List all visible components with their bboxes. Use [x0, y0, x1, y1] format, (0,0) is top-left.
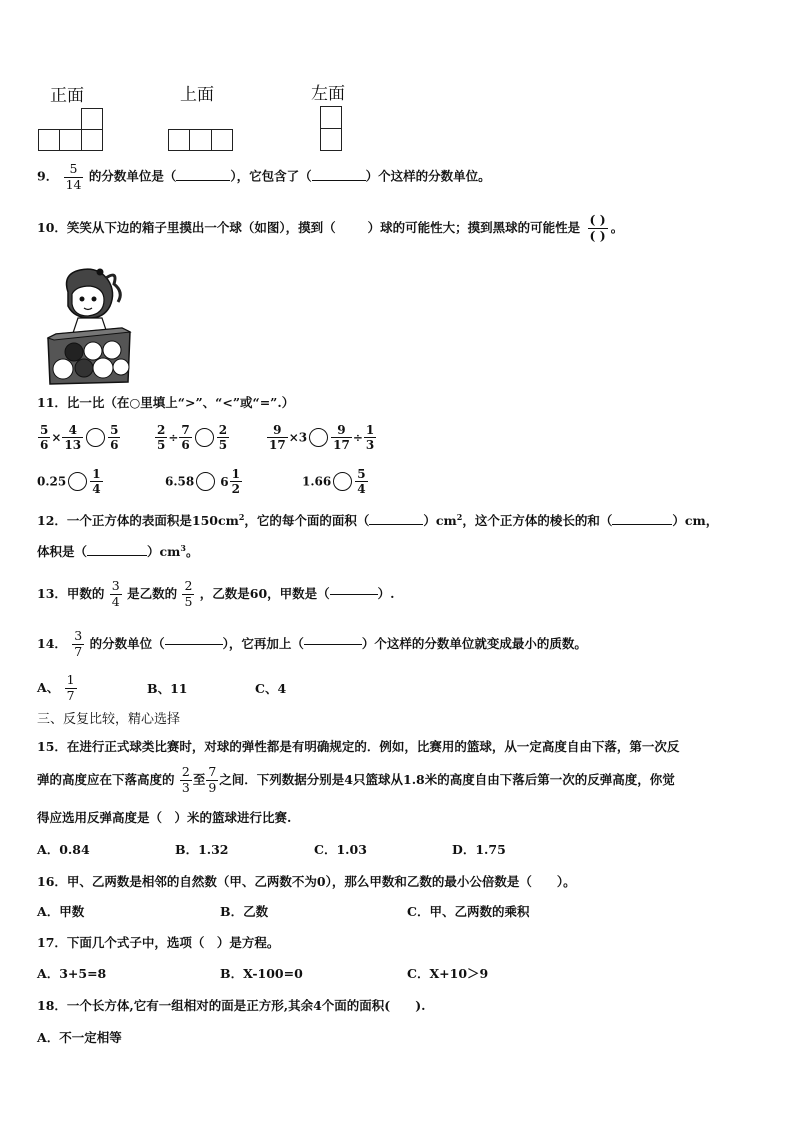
answer-blank[interactable] — [612, 524, 672, 525]
answer-blank[interactable] — [330, 594, 378, 595]
compare-item-1: $\frac{5}{6}$ × $\frac{4}{13}$ $\frac{5}{6}$ — [40, 423, 119, 452]
girl-with-ball-box-illustration — [46, 264, 132, 386]
question-9: 9． $\frac{5}{14}$ 的分数单位是（ ），它包含了（ ）个这样的分数单位。 — [37, 161, 491, 192]
compare-circle[interactable] — [333, 472, 352, 491]
q15-option-b[interactable]: B．1.32 — [175, 842, 229, 857]
top-view-title: 上面 — [180, 85, 214, 105]
q17-option-b[interactable]: B．X-100=0 — [220, 966, 303, 981]
question-11-title: 11．比一比（在○里填上“>”、“<”或“=”.） — [37, 395, 295, 410]
question-13: 13．甲数的 $\frac{3}{4}$ 是乙数的 $\frac{2}{5}$ ，乙数是60，甲数是（ ）. — [37, 578, 395, 609]
question-16: 16．甲、乙两数是相邻的自然数（甲、乙两数不为0），那么甲数和乙数的最小公倍数是（ ）。 — [37, 874, 576, 889]
q14-option-b[interactable]: B、11 — [147, 681, 188, 696]
top-view-figure — [168, 129, 234, 152]
section-3-heading: 三、反复比较，精心选择 — [37, 712, 181, 727]
q17-option-a[interactable]: A．3+5=8 — [37, 966, 107, 981]
q15-option-a[interactable]: A．0.84 — [37, 842, 90, 857]
answer-blank[interactable] — [369, 524, 423, 525]
answer-blank[interactable] — [176, 180, 230, 181]
question-12-line-2: 体积是（ ）$cm^3$。 — [37, 543, 199, 560]
q16-option-a[interactable]: A．甲数 — [37, 904, 85, 919]
question-12-line-1: 12．一个正方体的表面积是$150cm^2$，它的每个面的面积（ ）$cm^2$，这个正方体的棱长的和（ ）cm， — [37, 512, 719, 529]
front-view-figure — [38, 108, 104, 153]
q17-option-c[interactable]: C．X+10＞9 — [407, 966, 489, 981]
compare-circle[interactable] — [309, 428, 328, 447]
question-15-line-3: 得应选用反弹高度是（ ）米的篮球进行比赛. — [37, 810, 292, 825]
answer-blank[interactable] — [312, 180, 366, 181]
compare-circle[interactable] — [68, 472, 87, 491]
q14-option-c[interactable]: C、4 — [255, 681, 287, 696]
question-17: 17．下面几个式子中，选项（ ）是方程。 — [37, 935, 280, 950]
compare-circle[interactable] — [195, 428, 214, 447]
question-15-line-2: 弹的高度应在下落高度的 $\frac{2}{3}$ 至 $\frac{7}{9}$ 之间．下列数据分别是4只篮球从1.8米的高度自由下落后第一次的反弹高度，你觉 — [37, 764, 675, 795]
left-view-figure — [320, 106, 343, 152]
compare-item-4: 0.25 $\frac{1}{4}$ — [37, 467, 101, 496]
compare-circle[interactable] — [196, 472, 215, 491]
q16-option-b[interactable]: B．乙数 — [220, 904, 269, 919]
compare-item-3: $\frac{9}{17}$ ×3 $\frac{9}{17}$ ÷ $\frac{1}{3}$ — [269, 423, 375, 452]
compare-item-2: $\frac{2}{5}$ ÷ $\frac{7}{6}$ $\frac{2}{5}$ — [157, 423, 228, 452]
question-10: 10．笑笑从下边的箱子里摸出一个球（如图），摸到（ ）球的可能性大；摸到黑球的可能性是 $\frac{( )}{( )}$ 。 — [37, 212, 624, 243]
compare-item-6: 1.66 $\frac{5}{4}$ — [302, 467, 366, 496]
compare-item-5: 6.58 6 $\frac{1}{2}$ — [165, 467, 240, 496]
q15-option-c[interactable]: C．1.03 — [314, 842, 367, 857]
answer-blank[interactable] — [165, 644, 223, 645]
q15-option-d[interactable]: D．1.75 — [452, 842, 506, 857]
answer-blank[interactable] — [304, 644, 362, 645]
compare-circle[interactable] — [86, 428, 105, 447]
answer-blank[interactable] — [87, 555, 147, 556]
front-view-title: 正面 — [50, 86, 84, 106]
q16-option-c[interactable]: C．甲、乙两数的乘积 — [407, 904, 530, 919]
q14-option-a[interactable]: A、 $\frac{1}{7}$ — [37, 672, 75, 703]
question-14: 14． $\frac{3}{7}$ 的分数单位（ ），它再加上（ ）个这样的分数单位就变成最小的质数。 — [37, 628, 587, 659]
question-18: 18．一个长方体,它有一组相对的面是正方形,其余4个面的面积( ). — [37, 998, 426, 1013]
q18-option-a[interactable]: A．不一定相等 — [37, 1030, 122, 1045]
left-view-title: 左面 — [311, 84, 345, 104]
question-15-line-1: 15．在进行正式球类比赛时，对球的弹性都是有明确规定的．例如，比赛用的篮球，从一定高度自由下落，第一次反 — [37, 739, 680, 754]
